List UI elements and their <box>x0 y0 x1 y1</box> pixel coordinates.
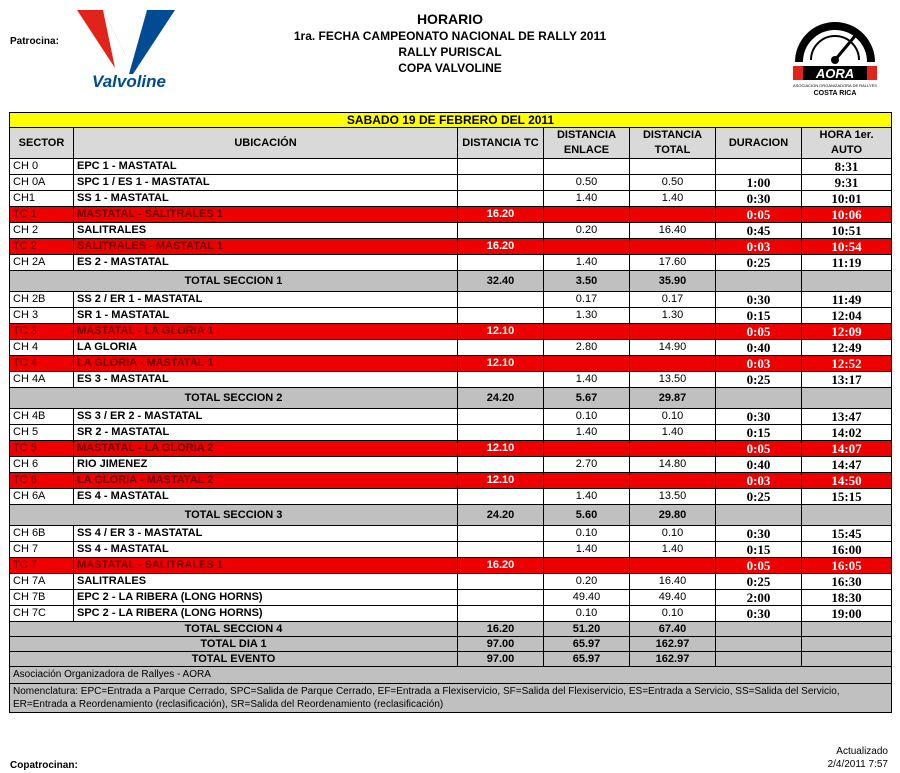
dist-enlace-cell: 0.20 <box>544 574 630 590</box>
dist-total-cell: 13.50 <box>630 372 716 388</box>
timed-control-row <box>10 239 892 255</box>
dist-enlace-cell: 0.10 <box>544 606 630 622</box>
dist-total-cell <box>630 159 716 175</box>
duracion-cell: 0:30 <box>716 292 802 308</box>
ubicacion-cell: SS 4 / ER 3 - MASTATAL <box>74 526 458 542</box>
document-header <box>250 10 650 76</box>
total-dist-tc: 16.20 <box>458 622 544 637</box>
total-dist-total: 162.97 <box>630 652 716 667</box>
event-name: 1ra. FECHA CAMPEONATO NACIONAL DE RALLY 2011 <box>293 29 607 43</box>
dist-total-cell <box>630 473 716 489</box>
dist-total-cell: 49.40 <box>630 590 716 606</box>
table-row <box>10 159 892 175</box>
organizer-text: Asociación Organizadora de Rallyes - AORA <box>10 667 892 684</box>
table-row <box>10 590 892 606</box>
duracion-cell: 0:15 <box>716 308 802 324</box>
ubicacion-cell: ES 2 - MASTATAL <box>74 255 458 271</box>
dist-enlace-cell <box>544 239 630 255</box>
col-header-sector: SECTOR <box>10 128 74 159</box>
timed-control-row <box>10 441 892 457</box>
dist-tc-cell <box>458 175 544 191</box>
total-label: TOTAL EVENTO <box>10 652 458 667</box>
total-dist-enlace: 51.20 <box>544 622 630 637</box>
table-row <box>10 292 892 308</box>
nomenclature-text: Nomenclatura: EPC=Entrada a Parque Cerrado, SPC=Salida de Parque Cerrado, EF=Entrada a Flexiservicio, SF=Salida del Flexiservicio, ES=Entrada a Servicio, SS=Salida del Servicio, ER=Entrada a Reordenamiento (reclasificación), SR=Salida del Reordenamiento (reclasificación) <box>10 684 892 713</box>
col-header-hora: HORA 1er. AUTO <box>802 128 892 159</box>
total-dist-tc: 24.20 <box>458 388 544 409</box>
hora-cell: 16:00 <box>802 542 892 558</box>
hora-cell: 14:50 <box>802 473 892 489</box>
sector-cell: CH 3 <box>10 308 74 324</box>
ubicacion-cell: SPC 2 - LA RIBERA (LONG HORNS) <box>74 606 458 622</box>
sector-cell: TC 1 <box>10 207 74 223</box>
sector-cell: CH 0A <box>10 175 74 191</box>
hora-cell: 13:47 <box>802 409 892 425</box>
dist-enlace-cell: 2.80 <box>544 340 630 356</box>
dist-enlace-cell: 1.40 <box>544 372 630 388</box>
total-dist-enlace: 65.97 <box>544 652 630 667</box>
dist-total-cell: 1.40 <box>630 191 716 207</box>
date-row <box>10 113 892 128</box>
ubicacion-cell: SALITRALES - MASTATAL 1 <box>74 239 458 255</box>
sector-cell: CH 6 <box>10 457 74 473</box>
total-row <box>10 652 892 667</box>
schedule-table <box>9 112 892 713</box>
timed-control-row <box>10 558 892 574</box>
col-header-ubicacion: UBICACIÓN <box>74 128 458 159</box>
col-header-dist-total: DISTANCIA TOTAL <box>630 128 716 159</box>
dist-tc-cell <box>458 159 544 175</box>
dist-tc-cell <box>458 340 544 356</box>
table-row <box>10 489 892 505</box>
total-label: TOTAL SECCION 2 <box>10 388 458 409</box>
dist-tc-cell <box>458 606 544 622</box>
duracion-cell: 0:30 <box>716 526 802 542</box>
hora-cell: 15:45 <box>802 526 892 542</box>
duracion-cell: 0:25 <box>716 372 802 388</box>
duracion-cell: 0:25 <box>716 489 802 505</box>
dist-total-cell: 17.60 <box>630 255 716 271</box>
sector-cell: CH 0 <box>10 159 74 175</box>
dist-total-cell: 14.90 <box>630 340 716 356</box>
table-row <box>10 308 892 324</box>
hora-cell: 10:06 <box>802 207 892 223</box>
timed-control-row <box>10 207 892 223</box>
dist-total-cell: 16.40 <box>630 574 716 590</box>
dist-enlace-cell: 0.50 <box>544 175 630 191</box>
dist-tc-cell <box>458 223 544 239</box>
dist-total-cell: 1.40 <box>630 425 716 441</box>
update-stamp <box>828 745 888 771</box>
dist-tc-cell <box>458 409 544 425</box>
total-hora-empty <box>802 271 892 292</box>
dist-tc-cell: 16.20 <box>458 207 544 223</box>
dist-total-cell: 16.40 <box>630 223 716 239</box>
total-duracion-empty <box>716 652 802 667</box>
duracion-cell: 0:15 <box>716 542 802 558</box>
total-label: TOTAL SECCION 1 <box>10 271 458 292</box>
total-dist-tc: 97.00 <box>458 637 544 652</box>
dist-enlace-cell: 0.10 <box>544 526 630 542</box>
ubicacion-cell: SALITRALES <box>74 574 458 590</box>
dist-total-cell <box>630 239 716 255</box>
hora-cell: 12:09 <box>802 324 892 340</box>
duracion-cell: 0:05 <box>716 207 802 223</box>
total-hora-empty <box>802 505 892 526</box>
dist-tc-cell <box>458 574 544 590</box>
dist-enlace-cell: 1.40 <box>544 542 630 558</box>
total-dist-tc: 97.00 <box>458 652 544 667</box>
ubicacion-cell: SS 1 - MASTATAL <box>74 191 458 207</box>
ubicacion-cell: SS 4 - MASTATAL <box>74 542 458 558</box>
dist-enlace-cell: 1.30 <box>544 308 630 324</box>
total-duracion-empty <box>716 637 802 652</box>
ubicacion-cell: LA GLORIA - MASTATAL 2 <box>74 473 458 489</box>
dist-total-cell: 0.17 <box>630 292 716 308</box>
hora-cell: 13:17 <box>802 372 892 388</box>
aora-logo <box>785 10 885 98</box>
dist-total-cell: 0.50 <box>630 175 716 191</box>
hora-cell: 14:02 <box>802 425 892 441</box>
duracion-cell: 0:05 <box>716 441 802 457</box>
hora-cell: 9:31 <box>802 175 892 191</box>
dist-tc-cell <box>458 590 544 606</box>
sector-cell: CH 6B <box>10 526 74 542</box>
page-title: HORARIO <box>416 11 484 27</box>
dist-tc-cell <box>458 425 544 441</box>
dist-enlace-cell <box>544 441 630 457</box>
ubicacion-cell: ES 3 - MASTATAL <box>74 372 458 388</box>
duracion-cell: 0:03 <box>716 239 802 255</box>
total-dist-total: 162.97 <box>630 637 716 652</box>
dist-tc-cell <box>458 191 544 207</box>
dist-total-cell: 0.10 <box>630 409 716 425</box>
sector-cell: CH 7A <box>10 574 74 590</box>
dist-tc-cell <box>458 542 544 558</box>
col-header-duracion: DURACION <box>716 128 802 159</box>
table-row <box>10 340 892 356</box>
dist-enlace-cell: 1.40 <box>544 425 630 441</box>
total-dist-enlace: 65.97 <box>544 637 630 652</box>
total-row <box>10 271 892 292</box>
dist-total-cell: 14.80 <box>630 457 716 473</box>
hora-cell: 12:49 <box>802 340 892 356</box>
total-row <box>10 622 892 637</box>
total-hora-empty <box>802 388 892 409</box>
dist-enlace-cell: 0.17 <box>544 292 630 308</box>
timed-control-row <box>10 473 892 489</box>
sector-cell: CH 4B <box>10 409 74 425</box>
table-row <box>10 574 892 590</box>
total-hora-empty <box>802 637 892 652</box>
sector-cell: CH 2B <box>10 292 74 308</box>
duracion-cell: 0:03 <box>716 473 802 489</box>
sector-cell: CH 7C <box>10 606 74 622</box>
dist-enlace-cell: 49.40 <box>544 590 630 606</box>
ubicacion-cell: MASTATAL - SALITRALES 1 <box>74 207 458 223</box>
dist-tc-cell: 12.10 <box>458 324 544 340</box>
dist-tc-cell <box>458 292 544 308</box>
cup-name: COPA VALVOLINE <box>398 61 502 75</box>
dist-total-cell <box>630 324 716 340</box>
dist-enlace-cell: 0.20 <box>544 223 630 239</box>
nomenclature-row <box>10 684 892 713</box>
dist-tc-cell <box>458 255 544 271</box>
dist-enlace-cell <box>544 356 630 372</box>
table-header-row <box>10 128 892 159</box>
total-dist-enlace: 3.50 <box>544 271 630 292</box>
ubicacion-cell: SALITRALES <box>74 223 458 239</box>
duracion-cell <box>716 159 802 175</box>
hora-cell: 18:30 <box>802 590 892 606</box>
duracion-cell: 0:25 <box>716 574 802 590</box>
sector-cell: CH 2A <box>10 255 74 271</box>
sector-cell: CH 5 <box>10 425 74 441</box>
aora-logo-text: AORA <box>815 66 855 81</box>
duracion-cell: 0:25 <box>716 255 802 271</box>
timed-control-row <box>10 356 892 372</box>
organizer-row <box>10 667 892 684</box>
total-dist-total: 35.90 <box>630 271 716 292</box>
dist-total-cell: 1.40 <box>630 542 716 558</box>
hora-cell: 14:07 <box>802 441 892 457</box>
duracion-cell: 0:30 <box>716 606 802 622</box>
ubicacion-cell: LA GLORIA - MASTATAL 1 <box>74 356 458 372</box>
total-duracion-empty <box>716 271 802 292</box>
aora-logo-subtext: ASOCIACION ORGANIZADORA DE RALLYES <box>793 83 877 88</box>
dist-tc-cell <box>458 372 544 388</box>
table-row <box>10 255 892 271</box>
total-dist-enlace: 5.67 <box>544 388 630 409</box>
sector-cell: TC 4 <box>10 356 74 372</box>
total-row <box>10 637 892 652</box>
total-dist-enlace: 5.60 <box>544 505 630 526</box>
ubicacion-cell: SS 3 / ER 2 - MASTATAL <box>74 409 458 425</box>
total-dist-total: 29.80 <box>630 505 716 526</box>
duracion-cell: 0:45 <box>716 223 802 239</box>
dist-tc-cell <box>458 457 544 473</box>
total-duracion-empty <box>716 388 802 409</box>
table-row <box>10 457 892 473</box>
update-label: Actualizado <box>836 746 888 757</box>
ubicacion-cell: ES 4 - MASTATAL <box>74 489 458 505</box>
table-row <box>10 372 892 388</box>
total-row <box>10 505 892 526</box>
ubicacion-cell: EPC 2 - LA RIBERA (LONG HORNS) <box>74 590 458 606</box>
sector-cell: CH 7 <box>10 542 74 558</box>
dist-total-cell <box>630 356 716 372</box>
hora-cell: 14:47 <box>802 457 892 473</box>
table-row <box>10 606 892 622</box>
patrocina-label: Patrocina: <box>10 36 59 47</box>
hora-cell: 11:19 <box>802 255 892 271</box>
table-row <box>10 191 892 207</box>
duracion-cell: 0:05 <box>716 558 802 574</box>
hora-cell: 15:15 <box>802 489 892 505</box>
ubicacion-cell: SS 2 / ER 1 - MASTATAL <box>74 292 458 308</box>
sector-cell: CH 4 <box>10 340 74 356</box>
ubicacion-cell: RIO JIMENEZ <box>74 457 458 473</box>
dist-enlace-cell <box>544 473 630 489</box>
ubicacion-cell: MASTATAL - LA GLORIA 1 <box>74 324 458 340</box>
dist-tc-cell <box>458 526 544 542</box>
dist-enlace-cell: 1.40 <box>544 191 630 207</box>
ubicacion-cell: EPC 1 - MASTATAL <box>74 159 458 175</box>
total-dist-tc: 32.40 <box>458 271 544 292</box>
dist-enlace-cell <box>544 207 630 223</box>
duracion-cell: 1:00 <box>716 175 802 191</box>
total-dist-tc: 24.20 <box>458 505 544 526</box>
total-hora-empty <box>802 652 892 667</box>
table-row <box>10 425 892 441</box>
hora-cell: 16:05 <box>802 558 892 574</box>
sector-cell: TC 6 <box>10 473 74 489</box>
duracion-cell: 0:30 <box>716 191 802 207</box>
total-row <box>10 388 892 409</box>
ubicacion-cell: SR 2 - MASTATAL <box>74 425 458 441</box>
dist-tc-cell: 12.10 <box>458 441 544 457</box>
dist-total-cell: 0.10 <box>630 606 716 622</box>
table-row <box>10 542 892 558</box>
dist-enlace-cell: 1.40 <box>544 489 630 505</box>
dist-total-cell <box>630 558 716 574</box>
dist-enlace-cell: 0.10 <box>544 409 630 425</box>
col-header-dist-enlace: DISTANCIA ENLACE <box>544 128 630 159</box>
dist-total-cell <box>630 441 716 457</box>
dist-tc-cell: 16.20 <box>458 558 544 574</box>
valvoline-logo <box>75 8 183 90</box>
sector-cell: CH 6A <box>10 489 74 505</box>
sector-cell: CH 4A <box>10 372 74 388</box>
duracion-cell: 0:30 <box>716 409 802 425</box>
hora-cell: 10:51 <box>802 223 892 239</box>
sector-cell: CH 2 <box>10 223 74 239</box>
sector-cell: TC 2 <box>10 239 74 255</box>
ubicacion-cell: SPC 1 / ES 1 - MASTATAL <box>74 175 458 191</box>
hora-cell: 10:01 <box>802 191 892 207</box>
ubicacion-cell: MASTATAL - SALITRALES 1 <box>74 558 458 574</box>
dist-total-cell <box>630 207 716 223</box>
valvoline-logo-text: Valvoline <box>91 72 167 90</box>
total-dist-total: 67.40 <box>630 622 716 637</box>
table-row <box>10 223 892 239</box>
total-duracion-empty <box>716 505 802 526</box>
dist-enlace-cell: 2.70 <box>544 457 630 473</box>
total-label: TOTAL SECCION 4 <box>10 622 458 637</box>
sector-cell: TC 5 <box>10 441 74 457</box>
duracion-cell: 0:40 <box>716 457 802 473</box>
duracion-cell: 0:03 <box>716 356 802 372</box>
col-header-dist-tc: DISTANCIA TC <box>458 128 544 159</box>
ubicacion-cell: SR 1 - MASTATAL <box>74 308 458 324</box>
total-hora-empty <box>802 622 892 637</box>
event-date: SABADO 19 DE FEBRERO DEL 2011 <box>10 113 892 128</box>
duracion-cell: 2:00 <box>716 590 802 606</box>
hora-cell: 12:04 <box>802 308 892 324</box>
sector-cell: CH 7B <box>10 590 74 606</box>
hora-cell: 16:30 <box>802 574 892 590</box>
sector-cell: CH1 <box>10 191 74 207</box>
ubicacion-cell: LA GLORIA <box>74 340 458 356</box>
hora-cell: 8:31 <box>802 159 892 175</box>
dist-tc-cell <box>458 308 544 324</box>
dist-enlace-cell <box>544 159 630 175</box>
rally-name: RALLY PURISCAL <box>398 45 502 59</box>
total-label: TOTAL SECCION 3 <box>10 505 458 526</box>
dist-tc-cell: 16.20 <box>458 239 544 255</box>
dist-total-cell: 0.10 <box>630 526 716 542</box>
copatrocinan-label: Copatrocinan: <box>10 760 78 771</box>
dist-enlace-cell <box>544 324 630 340</box>
dist-tc-cell: 12.10 <box>458 473 544 489</box>
duracion-cell: 0:15 <box>716 425 802 441</box>
total-dist-total: 29.87 <box>630 388 716 409</box>
duracion-cell: 0:40 <box>716 340 802 356</box>
hora-cell: 12:52 <box>802 356 892 372</box>
table-row <box>10 409 892 425</box>
dist-tc-cell: 12.10 <box>458 356 544 372</box>
dist-total-cell: 13.50 <box>630 489 716 505</box>
aora-logo-country: COSTA RICA <box>813 90 857 97</box>
sector-cell: TC 7 <box>10 558 74 574</box>
ubicacion-cell: MASTATAL - LA GLORIA 2 <box>74 441 458 457</box>
dist-enlace-cell <box>544 558 630 574</box>
hora-cell: 19:00 <box>802 606 892 622</box>
table-row <box>10 175 892 191</box>
total-label: TOTAL DIA 1 <box>10 637 458 652</box>
dist-tc-cell <box>458 489 544 505</box>
hora-cell: 10:54 <box>802 239 892 255</box>
dist-total-cell: 1.30 <box>630 308 716 324</box>
timed-control-row <box>10 324 892 340</box>
hora-cell: 11:49 <box>802 292 892 308</box>
sector-cell: TC 3 <box>10 324 74 340</box>
table-row <box>10 526 892 542</box>
update-date: 2/4/2011 7:57 <box>827 759 888 770</box>
total-duracion-empty <box>716 622 802 637</box>
duracion-cell: 0:05 <box>716 324 802 340</box>
dist-enlace-cell: 1.40 <box>544 255 630 271</box>
